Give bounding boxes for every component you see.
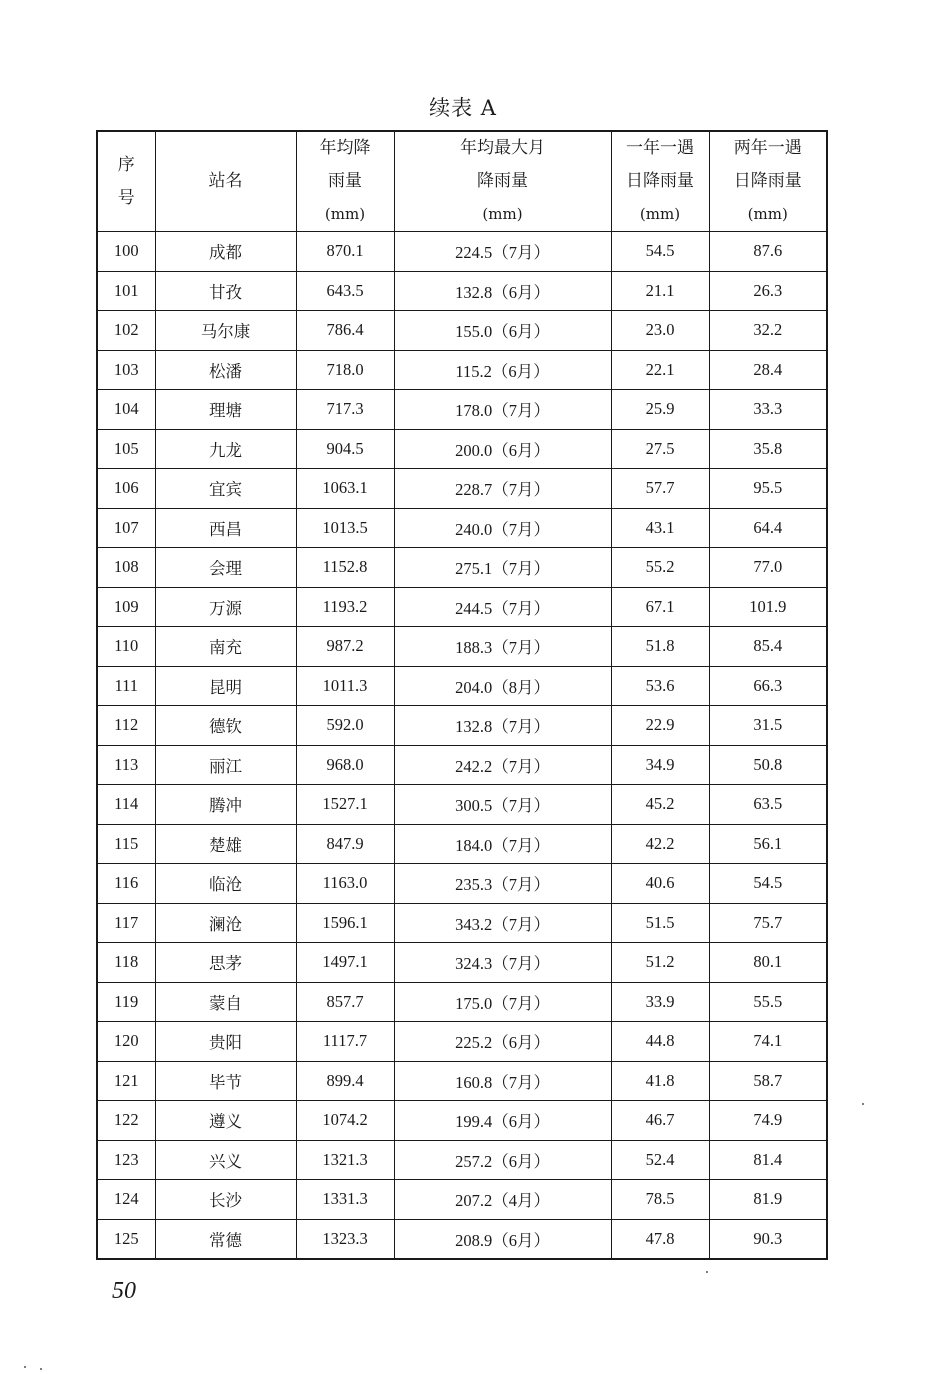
cell-annual: 1323.3: [296, 1219, 394, 1259]
table-row: [97, 271, 827, 311]
cell-station: 松潘: [155, 350, 296, 390]
cell-max-month: 324.3（7月）: [394, 943, 611, 983]
cell-one-year: 47.8: [611, 1219, 709, 1259]
cell-annual: 1527.1: [296, 785, 394, 825]
cell-two-year: 32.2: [709, 311, 827, 351]
cell-max-month: 204.0（8月）: [394, 666, 611, 706]
cell-seq: 119: [97, 982, 155, 1022]
cell-two-year: 26.3: [709, 271, 827, 311]
table-row: [97, 587, 827, 627]
cell-seq: 113: [97, 745, 155, 785]
header-line: (mm): [747, 205, 788, 223]
cell-max-month: 300.5（7月）: [394, 785, 611, 825]
header-station: [155, 131, 296, 232]
table-row: [97, 706, 827, 746]
cell-max-month: 225.2（6月）: [394, 1022, 611, 1062]
table-row: [97, 508, 827, 548]
table-row: [97, 1180, 827, 1220]
cell-two-year: 64.4: [709, 508, 827, 548]
table-row: [97, 469, 827, 509]
cell-annual: 718.0: [296, 350, 394, 390]
header-line: 日降雨量: [733, 171, 802, 191]
cell-station: 毕节: [155, 1061, 296, 1101]
cell-annual: 1596.1: [296, 903, 394, 943]
page-number: 50: [112, 1278, 136, 1304]
cell-max-month: 199.4（6月）: [394, 1101, 611, 1141]
cell-max-month: 275.1（7月）: [394, 548, 611, 588]
cell-annual: 1013.5: [296, 508, 394, 548]
table-row: [97, 903, 827, 943]
cell-one-year: 34.9: [611, 745, 709, 785]
cell-one-year: 21.1: [611, 271, 709, 311]
cell-station: 成都: [155, 232, 296, 272]
cell-station: 理塘: [155, 390, 296, 430]
cell-station: 九龙: [155, 429, 296, 469]
cell-one-year: 22.1: [611, 350, 709, 390]
table-row: [97, 1061, 827, 1101]
header-line: 号: [117, 187, 135, 208]
cell-seq: 110: [97, 627, 155, 667]
cell-max-month: 160.8（7月）: [394, 1061, 611, 1101]
cell-one-year: 54.5: [611, 232, 709, 272]
cell-seq: 125: [97, 1219, 155, 1259]
cell-station: 常德: [155, 1219, 296, 1259]
cell-seq: 123: [97, 1140, 155, 1180]
cell-max-month: 244.5（7月）: [394, 587, 611, 627]
cell-annual: 1011.3: [296, 666, 394, 706]
cell-annual: 1331.3: [296, 1180, 394, 1220]
header-line: 雨量: [328, 171, 362, 191]
cell-station: 昆明: [155, 666, 296, 706]
table-title: 续表 A: [429, 96, 497, 120]
header-line: 年均最大月: [460, 138, 545, 158]
cell-annual: 1074.2: [296, 1101, 394, 1141]
cell-seq: 124: [97, 1180, 155, 1220]
cell-max-month: 200.0（6月）: [394, 429, 611, 469]
cell-max-month: 155.0（6月）: [394, 311, 611, 351]
table-row: [97, 1219, 827, 1259]
cell-one-year: 42.2: [611, 824, 709, 864]
cell-annual: 1063.1: [296, 469, 394, 509]
cell-two-year: 74.1: [709, 1022, 827, 1062]
cell-one-year: 55.2: [611, 548, 709, 588]
table-row: [97, 232, 827, 272]
cell-one-year: 33.9: [611, 982, 709, 1022]
cell-two-year: 85.4: [709, 627, 827, 667]
cell-max-month: 178.0（7月）: [394, 390, 611, 430]
cell-seq: 104: [97, 390, 155, 430]
cell-one-year: 53.6: [611, 666, 709, 706]
scan-speck: [40, 1368, 42, 1370]
cell-seq: 120: [97, 1022, 155, 1062]
header-line: 降雨量: [477, 171, 528, 191]
header-seq: [97, 131, 155, 232]
cell-two-year: 55.5: [709, 982, 827, 1022]
cell-seq: 114: [97, 785, 155, 825]
cell-station: 马尔康: [155, 311, 296, 351]
header-line: 年均降: [319, 138, 371, 158]
cell-two-year: 101.9: [709, 587, 827, 627]
scan-speck: [706, 1271, 708, 1273]
cell-two-year: 33.3: [709, 390, 827, 430]
cell-annual: 857.7: [296, 982, 394, 1022]
cell-two-year: 80.1: [709, 943, 827, 983]
cell-station: 德钦: [155, 706, 296, 746]
cell-two-year: 75.7: [709, 903, 827, 943]
cell-max-month: 207.2（4月）: [394, 1180, 611, 1220]
cell-two-year: 28.4: [709, 350, 827, 390]
cell-annual: 592.0: [296, 706, 394, 746]
cell-seq: 108: [97, 548, 155, 588]
cell-annual: 1321.3: [296, 1140, 394, 1180]
header-line: (mm): [482, 205, 523, 223]
table-row: [97, 350, 827, 390]
cell-annual: 1497.1: [296, 943, 394, 983]
table-row: [97, 429, 827, 469]
rainfall-table: [96, 130, 828, 1260]
table-row: [97, 1140, 827, 1180]
cell-seq: 117: [97, 903, 155, 943]
table-row: [97, 1101, 827, 1141]
header-line: 序: [117, 154, 135, 175]
cell-annual: 717.3: [296, 390, 394, 430]
scan-speck: [862, 1103, 864, 1105]
cell-two-year: 50.8: [709, 745, 827, 785]
table-row: [97, 745, 827, 785]
cell-seq: 100: [97, 232, 155, 272]
cell-one-year: 41.8: [611, 1061, 709, 1101]
header-line: (mm): [639, 205, 681, 223]
header-line: 两年一遇: [733, 138, 802, 158]
header-line: 一年一遇: [626, 138, 694, 158]
cell-seq: 122: [97, 1101, 155, 1141]
cell-max-month: 228.7（7月）: [394, 469, 611, 509]
cell-max-month: 115.2（6月）: [394, 350, 611, 390]
cell-seq: 107: [97, 508, 155, 548]
cell-station: 西昌: [155, 508, 296, 548]
cell-max-month: 175.0（7月）: [394, 982, 611, 1022]
table-row: [97, 548, 827, 588]
cell-two-year: 31.5: [709, 706, 827, 746]
cell-one-year: 45.2: [611, 785, 709, 825]
cell-seq: 109: [97, 587, 155, 627]
cell-max-month: 257.2（6月）: [394, 1140, 611, 1180]
cell-one-year: 51.8: [611, 627, 709, 667]
cell-seq: 112: [97, 706, 155, 746]
scan-speck: [24, 1366, 26, 1368]
cell-station: 会理: [155, 548, 296, 588]
cell-seq: 118: [97, 943, 155, 983]
cell-one-year: 46.7: [611, 1101, 709, 1141]
table-row: [97, 864, 827, 904]
header-row: [97, 131, 827, 232]
cell-two-year: 87.6: [709, 232, 827, 272]
cell-annual: 1163.0: [296, 864, 394, 904]
cell-one-year: 23.0: [611, 311, 709, 351]
cell-annual: 899.4: [296, 1061, 394, 1101]
cell-station: 腾冲: [155, 785, 296, 825]
cell-two-year: 66.3: [709, 666, 827, 706]
cell-two-year: 56.1: [709, 824, 827, 864]
table-body: [97, 232, 827, 1260]
cell-station: 兴义: [155, 1140, 296, 1180]
table-row: [97, 627, 827, 667]
cell-one-year: 22.9: [611, 706, 709, 746]
cell-two-year: 58.7: [709, 1061, 827, 1101]
cell-seq: 106: [97, 469, 155, 509]
cell-two-year: 95.5: [709, 469, 827, 509]
cell-max-month: 343.2（7月）: [394, 903, 611, 943]
cell-two-year: 35.8: [709, 429, 827, 469]
cell-annual: 1193.2: [296, 587, 394, 627]
cell-max-month: 240.0（7月）: [394, 508, 611, 548]
cell-max-month: 224.5（7月）: [394, 232, 611, 272]
cell-one-year: 43.1: [611, 508, 709, 548]
cell-annual: 904.5: [296, 429, 394, 469]
cell-annual: 786.4: [296, 311, 394, 351]
table-row: [97, 982, 827, 1022]
cell-station: 临沧: [155, 864, 296, 904]
cell-two-year: 54.5: [709, 864, 827, 904]
cell-station: 贵阳: [155, 1022, 296, 1062]
cell-seq: 102: [97, 311, 155, 351]
cell-seq: 121: [97, 1061, 155, 1101]
cell-station: 宜宾: [155, 469, 296, 509]
table-row: [97, 666, 827, 706]
table-row: [97, 1022, 827, 1062]
cell-one-year: 25.9: [611, 390, 709, 430]
cell-one-year: 52.4: [611, 1140, 709, 1180]
cell-two-year: 77.0: [709, 548, 827, 588]
cell-seq: 103: [97, 350, 155, 390]
cell-two-year: 74.9: [709, 1101, 827, 1141]
cell-max-month: 184.0（7月）: [394, 824, 611, 864]
table-row: [97, 311, 827, 351]
table-row: [97, 390, 827, 430]
cell-one-year: 78.5: [611, 1180, 709, 1220]
cell-station: 蒙自: [155, 982, 296, 1022]
cell-two-year: 81.9: [709, 1180, 827, 1220]
header-annual-rainfall: [296, 131, 394, 232]
cell-annual: 1117.7: [296, 1022, 394, 1062]
header-max-monthly-rainfall: [394, 131, 611, 232]
cell-max-month: 208.9（6月）: [394, 1219, 611, 1259]
cell-seq: 101: [97, 271, 155, 311]
cell-one-year: 67.1: [611, 587, 709, 627]
cell-one-year: 40.6: [611, 864, 709, 904]
cell-annual: 847.9: [296, 824, 394, 864]
table-row: [97, 943, 827, 983]
cell-one-year: 57.7: [611, 469, 709, 509]
cell-station: 遵义: [155, 1101, 296, 1141]
cell-seq: 116: [97, 864, 155, 904]
header-one-year-daily: [611, 131, 709, 232]
cell-station: 长沙: [155, 1180, 296, 1220]
cell-station: 万源: [155, 587, 296, 627]
header-line: (mm): [324, 205, 366, 223]
cell-two-year: 81.4: [709, 1140, 827, 1180]
cell-station: 楚雄: [155, 824, 296, 864]
table-row: [97, 824, 827, 864]
cell-max-month: 235.3（7月）: [394, 864, 611, 904]
cell-station: 甘孜: [155, 271, 296, 311]
cell-annual: 968.0: [296, 745, 394, 785]
cell-max-month: 188.3（7月）: [394, 627, 611, 667]
cell-seq: 111: [97, 666, 155, 706]
cell-seq: 105: [97, 429, 155, 469]
cell-station: 思茅: [155, 943, 296, 983]
header-two-year-daily: [709, 131, 827, 232]
cell-annual: 643.5: [296, 271, 394, 311]
cell-annual: 987.2: [296, 627, 394, 667]
cell-two-year: 63.5: [709, 785, 827, 825]
cell-one-year: 44.8: [611, 1022, 709, 1062]
cell-station: 丽江: [155, 745, 296, 785]
cell-seq: 115: [97, 824, 155, 864]
header-line: 站名: [208, 171, 243, 191]
cell-one-year: 27.5: [611, 429, 709, 469]
cell-station: 南充: [155, 627, 296, 667]
table-row: [97, 785, 827, 825]
header-line: 日降雨量: [626, 171, 694, 191]
cell-one-year: 51.5: [611, 903, 709, 943]
cell-annual: 870.1: [296, 232, 394, 272]
cell-max-month: 242.2（7月）: [394, 745, 611, 785]
cell-one-year: 51.2: [611, 943, 709, 983]
cell-annual: 1152.8: [296, 548, 394, 588]
cell-max-month: 132.8（7月）: [394, 706, 611, 746]
cell-two-year: 90.3: [709, 1219, 827, 1259]
cell-station: 澜沧: [155, 903, 296, 943]
cell-max-month: 132.8（6月）: [394, 271, 611, 311]
